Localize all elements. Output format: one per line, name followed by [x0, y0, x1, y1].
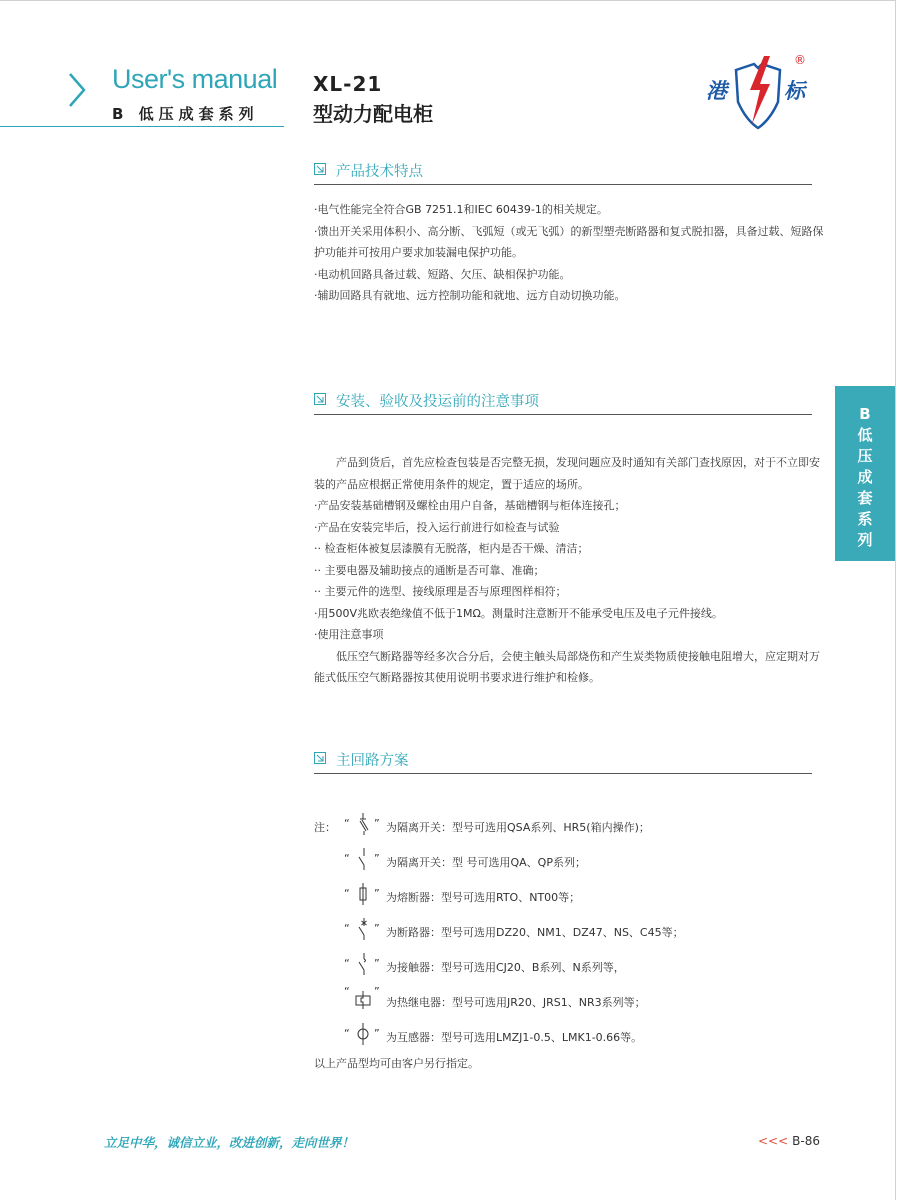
- install-item: ·用500V兆欧表绝缘值不低于1MΩ。测量时注意断开不能承受电压及电子元件接线。: [314, 606, 723, 620]
- section-arrow-icon: [314, 393, 326, 405]
- model-subtitle: 型动力配电柜: [313, 102, 433, 126]
- page-frame-top: [0, 0, 895, 1]
- feature-item: ·电气性能完全符合GB 7251.1和IEC 60439-1的相关规定。: [314, 203, 608, 216]
- side-tab-char: 套: [857, 489, 873, 507]
- side-tab-char: 成: [857, 468, 873, 486]
- note-text: 为热继电器：型号可选用JR20、JRS1、NR3系列等；: [386, 996, 646, 1009]
- footer-slogan: 立足中华，诚信立业，改进创新，走向世界！: [104, 1135, 355, 1150]
- section-header-main-circuit: [314, 749, 812, 774]
- page-number: [758, 1134, 820, 1148]
- manual-title: User's manual: [112, 64, 278, 94]
- open-quote: “: [344, 985, 350, 998]
- usage-notes: 低压空气断路器等经多次合分后，会使主触头局部烧伤和产生炭类物质使接触电阻增大，应定期对万能式低压空气断路器按其使用说明书要求进行维护和检修。: [314, 649, 820, 684]
- contactor-icon: [352, 952, 374, 976]
- note-text: 为熔断器：型号可选用RTO、NT00等；: [386, 891, 581, 904]
- section-header-features: [314, 160, 812, 185]
- close-quote: ”: [374, 1027, 380, 1040]
- install-item: ·使用注意事项: [314, 628, 384, 641]
- logo-left-char: 港: [706, 79, 727, 103]
- note-text: 为隔离开关：型 号可选用QA、QP系列；: [386, 856, 586, 869]
- page-frame-right: [895, 0, 896, 1200]
- section-arrow-icon: [314, 163, 326, 175]
- close-quote: ”: [374, 922, 380, 935]
- notes-label: 注：: [314, 821, 336, 834]
- side-tab-char: 压: [857, 447, 873, 465]
- note-text: 为互感器：型号可选用LMZJ1-0.5、LMK1-0.66等。: [386, 1031, 643, 1044]
- close-quote: ”: [374, 887, 380, 900]
- company-logo: [700, 50, 820, 132]
- side-tab-char: B: [859, 405, 871, 423]
- section-title: 安装、验收及投运前的注意事项: [336, 394, 539, 410]
- page-arrows-icon: <<<: [758, 1134, 789, 1148]
- feature-item: ·馈出开关采用体积小、高分断、飞弧短（或无飞弧）的新型塑壳断路器和复式脱扣器，具备过载、短路保护功能并可按用户要求加装漏电保护功能。: [314, 224, 824, 259]
- note-text: 为隔离开关：型号可选用QSA系列、HR5(箱内操作)；: [386, 821, 650, 834]
- section-header-installation: [314, 390, 812, 415]
- close-quote: ”: [374, 852, 380, 865]
- section-arrow-icon: [314, 752, 326, 764]
- side-tab-char: 列: [857, 531, 873, 549]
- page-number-text: B-86: [792, 1134, 821, 1148]
- open-quote: “: [344, 957, 350, 970]
- header-rule: [0, 126, 284, 127]
- side-tab-char: 低: [857, 426, 873, 444]
- features-list: [314, 199, 824, 307]
- fuse-icon: [352, 882, 374, 906]
- isolating-switch-alt-icon: [352, 847, 374, 871]
- registered-mark: ®: [794, 53, 806, 67]
- open-quote: “: [344, 852, 350, 865]
- install-intro: 产品到货后，首先应检查包装是否完整无损，发现问题应及时通知有关部门查找原因，对于不立即安装的产品应根据正常使用条件的规定，置于适应的场所。: [314, 456, 820, 491]
- logo-right-char: 标: [784, 79, 805, 103]
- manual-subtitle: B 低压成套系列: [112, 105, 259, 123]
- open-quote: “: [344, 817, 350, 830]
- installation-notes: [314, 452, 824, 689]
- install-item: ·产品在安装完毕后，投入运行前进行如检查与试验: [314, 520, 560, 534]
- install-item: ·· 主要元件的选型、接线原理是否与原理图样相符；: [314, 585, 567, 598]
- notes-footnote: 以上产品型均可由客户另行指定。: [314, 1057, 479, 1070]
- circuit-breaker-icon: [352, 917, 374, 941]
- section-title: 主回路方案: [336, 753, 409, 769]
- close-quote: ”: [374, 985, 380, 998]
- side-tab-label: [835, 404, 895, 551]
- close-quote: ”: [374, 817, 380, 830]
- close-quote: ”: [374, 957, 380, 970]
- chevron-right-icon: [64, 70, 90, 110]
- side-category-tab: [835, 386, 895, 561]
- install-item: ·· 主要电器及辅助接点的通断是否可靠、准确；: [314, 563, 545, 577]
- note-text: 为断路器：型号可选用DZ20、NM1、DZ47、NS、C45等；: [386, 926, 684, 939]
- install-item: ·· 检查柜体被复层漆膜有无脱落，柜内是否干燥、清洁；: [314, 542, 589, 555]
- side-tab-char: 系: [857, 510, 873, 528]
- open-quote: “: [344, 887, 350, 900]
- model-number: XL-21: [313, 72, 383, 96]
- thermal-relay-icon: [352, 987, 374, 1011]
- section-title: 产品技术特点: [336, 164, 423, 180]
- open-quote: “: [344, 1027, 350, 1040]
- open-quote: “: [344, 922, 350, 935]
- install-item: ·产品安装基础槽钢及螺栓由用户自备，基础槽钢与柜体连接孔；: [314, 499, 626, 512]
- feature-item: ·电动机回路具备过载、短路、欠压、缺相保护功能。: [314, 267, 571, 281]
- isolating-switch-icon: [352, 812, 374, 836]
- transformer-icon: [352, 1022, 374, 1046]
- feature-item: ·辅助回路具有就地、远方控制功能和就地、远方自动切换功能。: [314, 289, 626, 302]
- note-text: 为接触器：型号可选用CJ20、B系列、N系列等，: [386, 961, 625, 974]
